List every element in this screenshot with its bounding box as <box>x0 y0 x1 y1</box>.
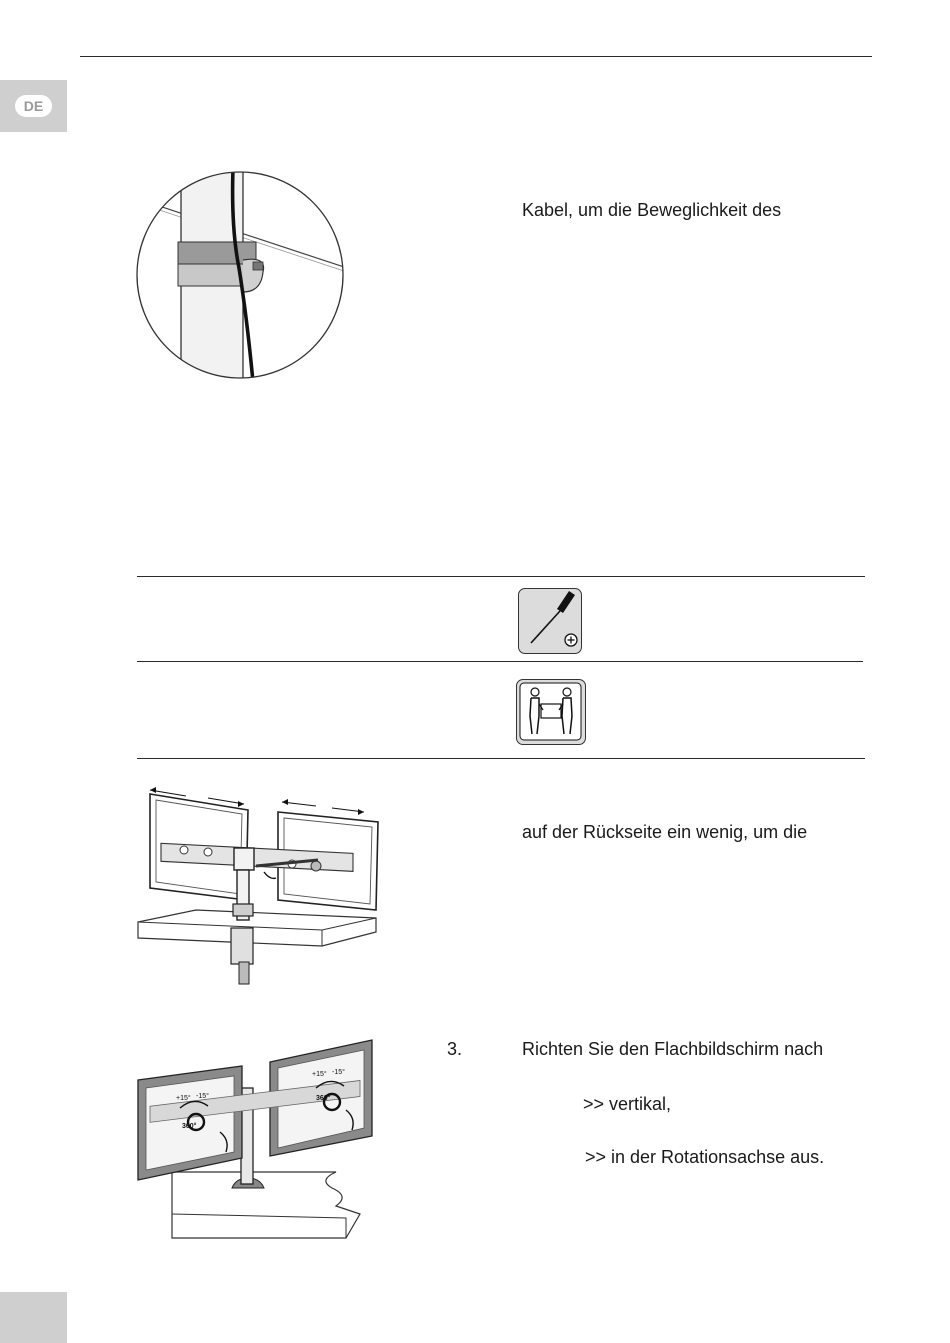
tilt-down-label-right: -15° <box>332 1069 345 1076</box>
cable-step-text: Kabel, um die Beweglichkeit des <box>522 200 782 220</box>
align-step-text: Richten Sie den Flachbildschirm nach <box>522 1039 824 1059</box>
tools-table-bottom-rule <box>137 758 865 759</box>
page-number-tab <box>0 1292 67 1343</box>
cable-clip-illustration <box>135 168 347 382</box>
rotate-label-right: 360° <box>316 1095 331 1102</box>
tools-table-top-rule <box>137 576 865 577</box>
align-bullet-rotation: >> in der Rotationsachse aus. <box>585 1147 825 1167</box>
language-tab <box>0 80 67 132</box>
loosen-step-text: auf der Rückseite ein wenig, um die <box>522 822 808 842</box>
language-label: DE <box>15 95 52 117</box>
two-person-lift-icon <box>516 679 586 745</box>
tilt-down-label: -15° <box>196 1093 209 1100</box>
tilt-up-label-right: +15° <box>312 1071 327 1078</box>
header-rule <box>80 56 872 57</box>
tools-table-mid-rule <box>137 661 863 662</box>
dual-monitor-clamp-illustration <box>136 782 384 990</box>
tilt-up-label: +15° <box>176 1095 191 1102</box>
rotate-label: 360° <box>182 1123 197 1130</box>
align-bullet-vertical: >> vertikal, <box>583 1094 672 1114</box>
align-step-number: 3. <box>447 1039 463 1059</box>
phillips-screwdriver-icon <box>518 588 582 654</box>
monitor-rotation-illustration <box>136 1038 384 1252</box>
